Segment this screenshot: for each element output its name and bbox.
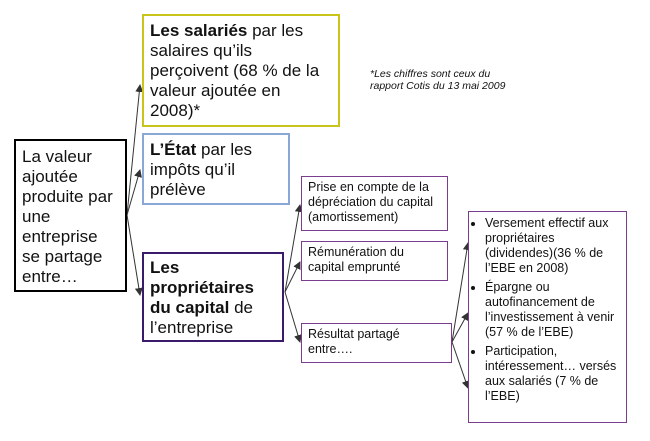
result-item-epargne: • Épargne ou autofinancement de l’investissement à venir (57 % de l’EBE) — [485, 280, 622, 340]
etat-text: par les impôts qu’il prélève — [150, 140, 253, 199]
sub-box-resultat — [301, 323, 452, 363]
source-box — [14, 139, 127, 292]
etat-box — [142, 133, 290, 205]
arrow-to-resultat — [285, 292, 300, 342]
source-note: *Les chiffres sont ceux du rapport Cotis du 13 mai 2009 — [370, 68, 506, 92]
resultat-text: Résultat partagé entre…. — [308, 327, 400, 356]
result-items-box — [468, 211, 627, 423]
result-item-participation: • Participation, intéressement… versés aux salariés (7 % de l’EBE) — [485, 344, 622, 404]
etat-bold: L’État — [150, 140, 197, 159]
result-items-list — [473, 216, 622, 404]
result-item-dividendes: • Versement effectif aux propriétaires (dividendes)(36 % de l’EBE en 2008) — [485, 216, 622, 276]
sub-box-amortissement — [301, 176, 448, 231]
proprietaires-text: de l’entreprise — [150, 298, 253, 337]
source-text: La valeur ajoutée produite par une entreprise se partage entre… — [22, 147, 113, 286]
arrow-to-proprietaires — [127, 215, 140, 295]
arrow-to-amortissement — [285, 205, 300, 292]
salaries-bold: Les salariés — [150, 21, 248, 40]
arrow-to-salaries — [127, 85, 140, 215]
sub-box-remuneration — [301, 241, 448, 281]
salaries-text: par les salaires qu’ils perçoivent (68 % de la valeur ajoutée en 2008)* — [150, 21, 320, 120]
salaries-box — [142, 14, 340, 127]
remuneration-text: Rémunération du capital emprunté — [308, 245, 404, 274]
proprietaires-bold: Les propriétaires du capital — [150, 258, 254, 317]
proprietaires-box — [142, 252, 284, 342]
arrow-to-participation — [452, 342, 468, 388]
amortissement-text: Prise en compte de la dépréciation du capital (amortissement) — [308, 180, 434, 224]
